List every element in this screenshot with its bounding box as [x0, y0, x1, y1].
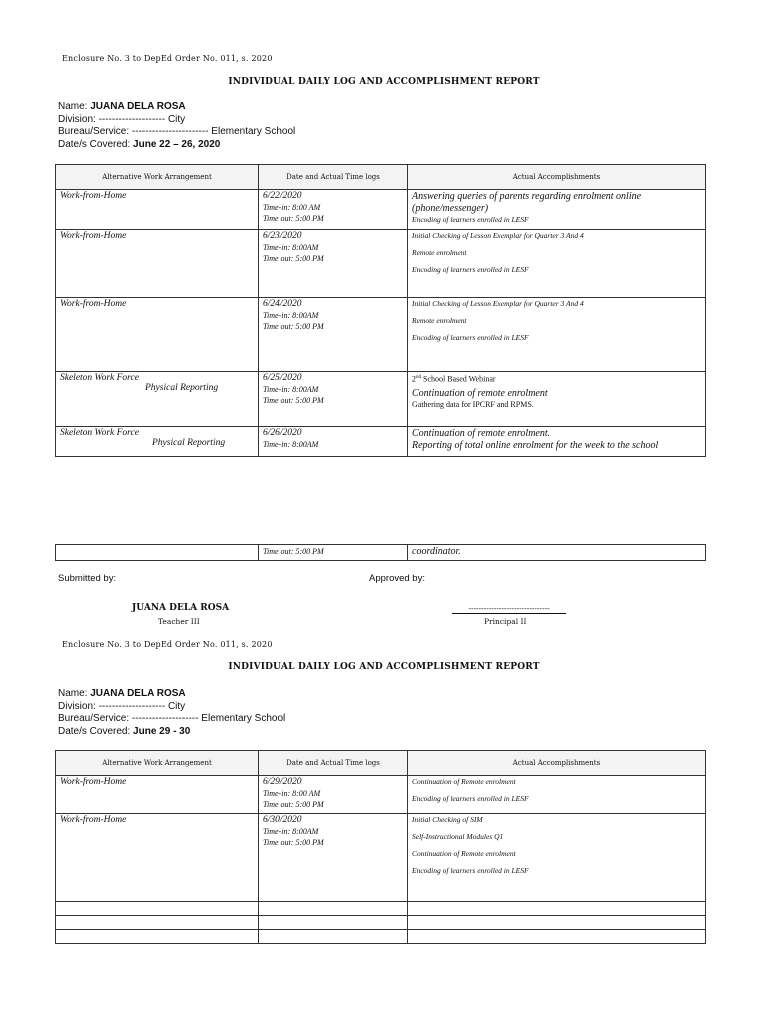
- empty-row: [56, 902, 706, 916]
- table-row: [56, 372, 706, 427]
- accomplishment-cell: Initial Checking of Lesson Exemplar for Quarter 3 And 4 Remote enrolment Encoding of learners enrolled in LESF: [408, 230, 706, 298]
- accomplishment-cell: Answering queries of parents regarding enrolment online (phone/messenger) Encoding of learners enrolled in LESF: [408, 190, 706, 230]
- table-row: [56, 545, 706, 561]
- timelog-cell: 6/29/2020 Time-in: 8:00 AM Time out: 5:00 PM: [259, 776, 408, 814]
- table-row: [56, 776, 706, 814]
- table-row: [56, 427, 706, 457]
- employee-name: JUANA DELA ROSA: [90, 101, 186, 112]
- employee-name: JUANA DELA ROSA: [90, 688, 186, 699]
- enclosure-note: Enclosure No. 3 to DepEd Order No. 011, s. 2020: [62, 54, 273, 63]
- name-line: Name: JUANA DELA ROSA: [58, 101, 186, 112]
- arrangement-cell: Work-from-Home: [56, 298, 259, 372]
- report-title: INDIVIDUAL DAILY LOG AND ACCOMPLISHMENT REPORT: [228, 77, 540, 87]
- arrangement-cell: [56, 545, 259, 561]
- col-header-arrangement: Alternative Work Arrangement: [56, 751, 259, 776]
- bureau-line: Bureau/Service: ----------------------- Elementary School: [58, 126, 296, 137]
- name-line: Name: JUANA DELA ROSA: [58, 688, 186, 699]
- accomplishment-cell: Initial Checking of SIM Self-Instructional Modules Q1 Continuation of Remote enrolment Encoding of learners enrolled in LESF: [408, 814, 706, 902]
- col-header-arrangement: Alternative Work Arrangement: [56, 165, 259, 190]
- approver-role: Principal II: [484, 617, 527, 626]
- accomplishment-cell: Initial Checking of Lesson Exemplar for Quarter 3 And 4 Remote enrolment Encoding of learners enrolled in LESF: [408, 298, 706, 372]
- timelog-cell: 6/30/2020 Time-in: 8:00AM Time out: 5:00 PM: [259, 814, 408, 902]
- bureau-line: Bureau/Service: -------------------- Elementary School: [58, 713, 286, 724]
- arrangement-cell: Work-from-Home: [56, 776, 259, 814]
- arrangement-cell: Skeleton Work Force Physical Reporting: [56, 427, 259, 457]
- table-row: [56, 814, 706, 902]
- accomplishment-cell: coordinator.: [408, 545, 706, 561]
- log-table: [55, 164, 706, 457]
- timelog-cell: 6/23/2020 Time-in: 8:00AM Time out: 5:00 PM: [259, 230, 408, 298]
- dates-covered: June 29 - 30: [133, 725, 191, 737]
- log-table-continuation: [55, 544, 706, 561]
- table-header-row: [56, 165, 706, 190]
- submitter-name: JUANA DELA ROSA: [132, 603, 230, 613]
- empty-row: [56, 916, 706, 930]
- division-line: Division: -------------------- City: [58, 113, 186, 125]
- empty-row: [56, 930, 706, 944]
- accomplishment-cell: Continuation of Remote enrolment Encoding of learners enrolled in LESF: [408, 776, 706, 814]
- dates-line: Date/s Covered: June 29 - 30: [58, 725, 191, 737]
- arrangement-cell: Work-from-Home: [56, 230, 259, 298]
- report-title: INDIVIDUAL DAILY LOG AND ACCOMPLISHMENT REPORT: [228, 662, 540, 672]
- accomplishment-cell: Continuation of remote enrolment. Reporting of total online enrolment for the week to the school: [408, 427, 706, 457]
- submitted-by-label: Submitted by:: [58, 573, 117, 584]
- table-header-row: [56, 751, 706, 776]
- arrangement-cell: Work-from-Home: [56, 190, 259, 230]
- timelog-cell: 6/22/2020 Time-in: 8:00 AM Time out: 5:00 PM: [259, 190, 408, 230]
- accomplishment-cell: 2nd School Based Webinar Continuation of remote enrolment Gathering data for IPCRF and RPMS.: [408, 372, 706, 427]
- submitter-role: Teacher III: [158, 617, 200, 626]
- dates-covered: June 22 – 26, 2020: [133, 138, 221, 150]
- col-header-accomplishments: Actual Accomplishments: [408, 165, 706, 190]
- division-line: Division: -------------------- City: [58, 700, 186, 712]
- timelog-cell: 6/24/2020 Time-in: 8:00AM Time out: 5:00 PM: [259, 298, 408, 372]
- table-row: [56, 298, 706, 372]
- approved-by-label: Approved by:: [369, 573, 425, 584]
- dates-line: Date/s Covered: June 22 – 26, 2020: [58, 138, 221, 150]
- approver-signature-line: --------------------------------: [452, 604, 566, 614]
- report-header: [58, 688, 285, 738]
- table-row: [56, 230, 706, 298]
- log-table: [55, 750, 706, 944]
- arrangement-cell: Work-from-Home: [56, 814, 259, 902]
- col-header-timelogs: Date and Actual Time logs: [259, 165, 408, 190]
- enclosure-note: Enclosure No. 3 to DepEd Order No. 011, s. 2020: [62, 640, 273, 649]
- timelog-cell: Time out: 5:00 PM: [259, 545, 408, 561]
- table-row: [56, 190, 706, 230]
- report-header: [58, 101, 295, 151]
- col-header-accomplishments: Actual Accomplishments: [408, 751, 706, 776]
- arrangement-cell: Skeleton Work Force Physical Reporting: [56, 372, 259, 427]
- timelog-cell: 6/25/2020 Time-in: 8:00AM Time out: 5:00 PM: [259, 372, 408, 427]
- timelog-cell: 6/26/2020 Time-in: 8:00AM: [259, 427, 408, 457]
- col-header-timelogs: Date and Actual Time logs: [259, 751, 408, 776]
